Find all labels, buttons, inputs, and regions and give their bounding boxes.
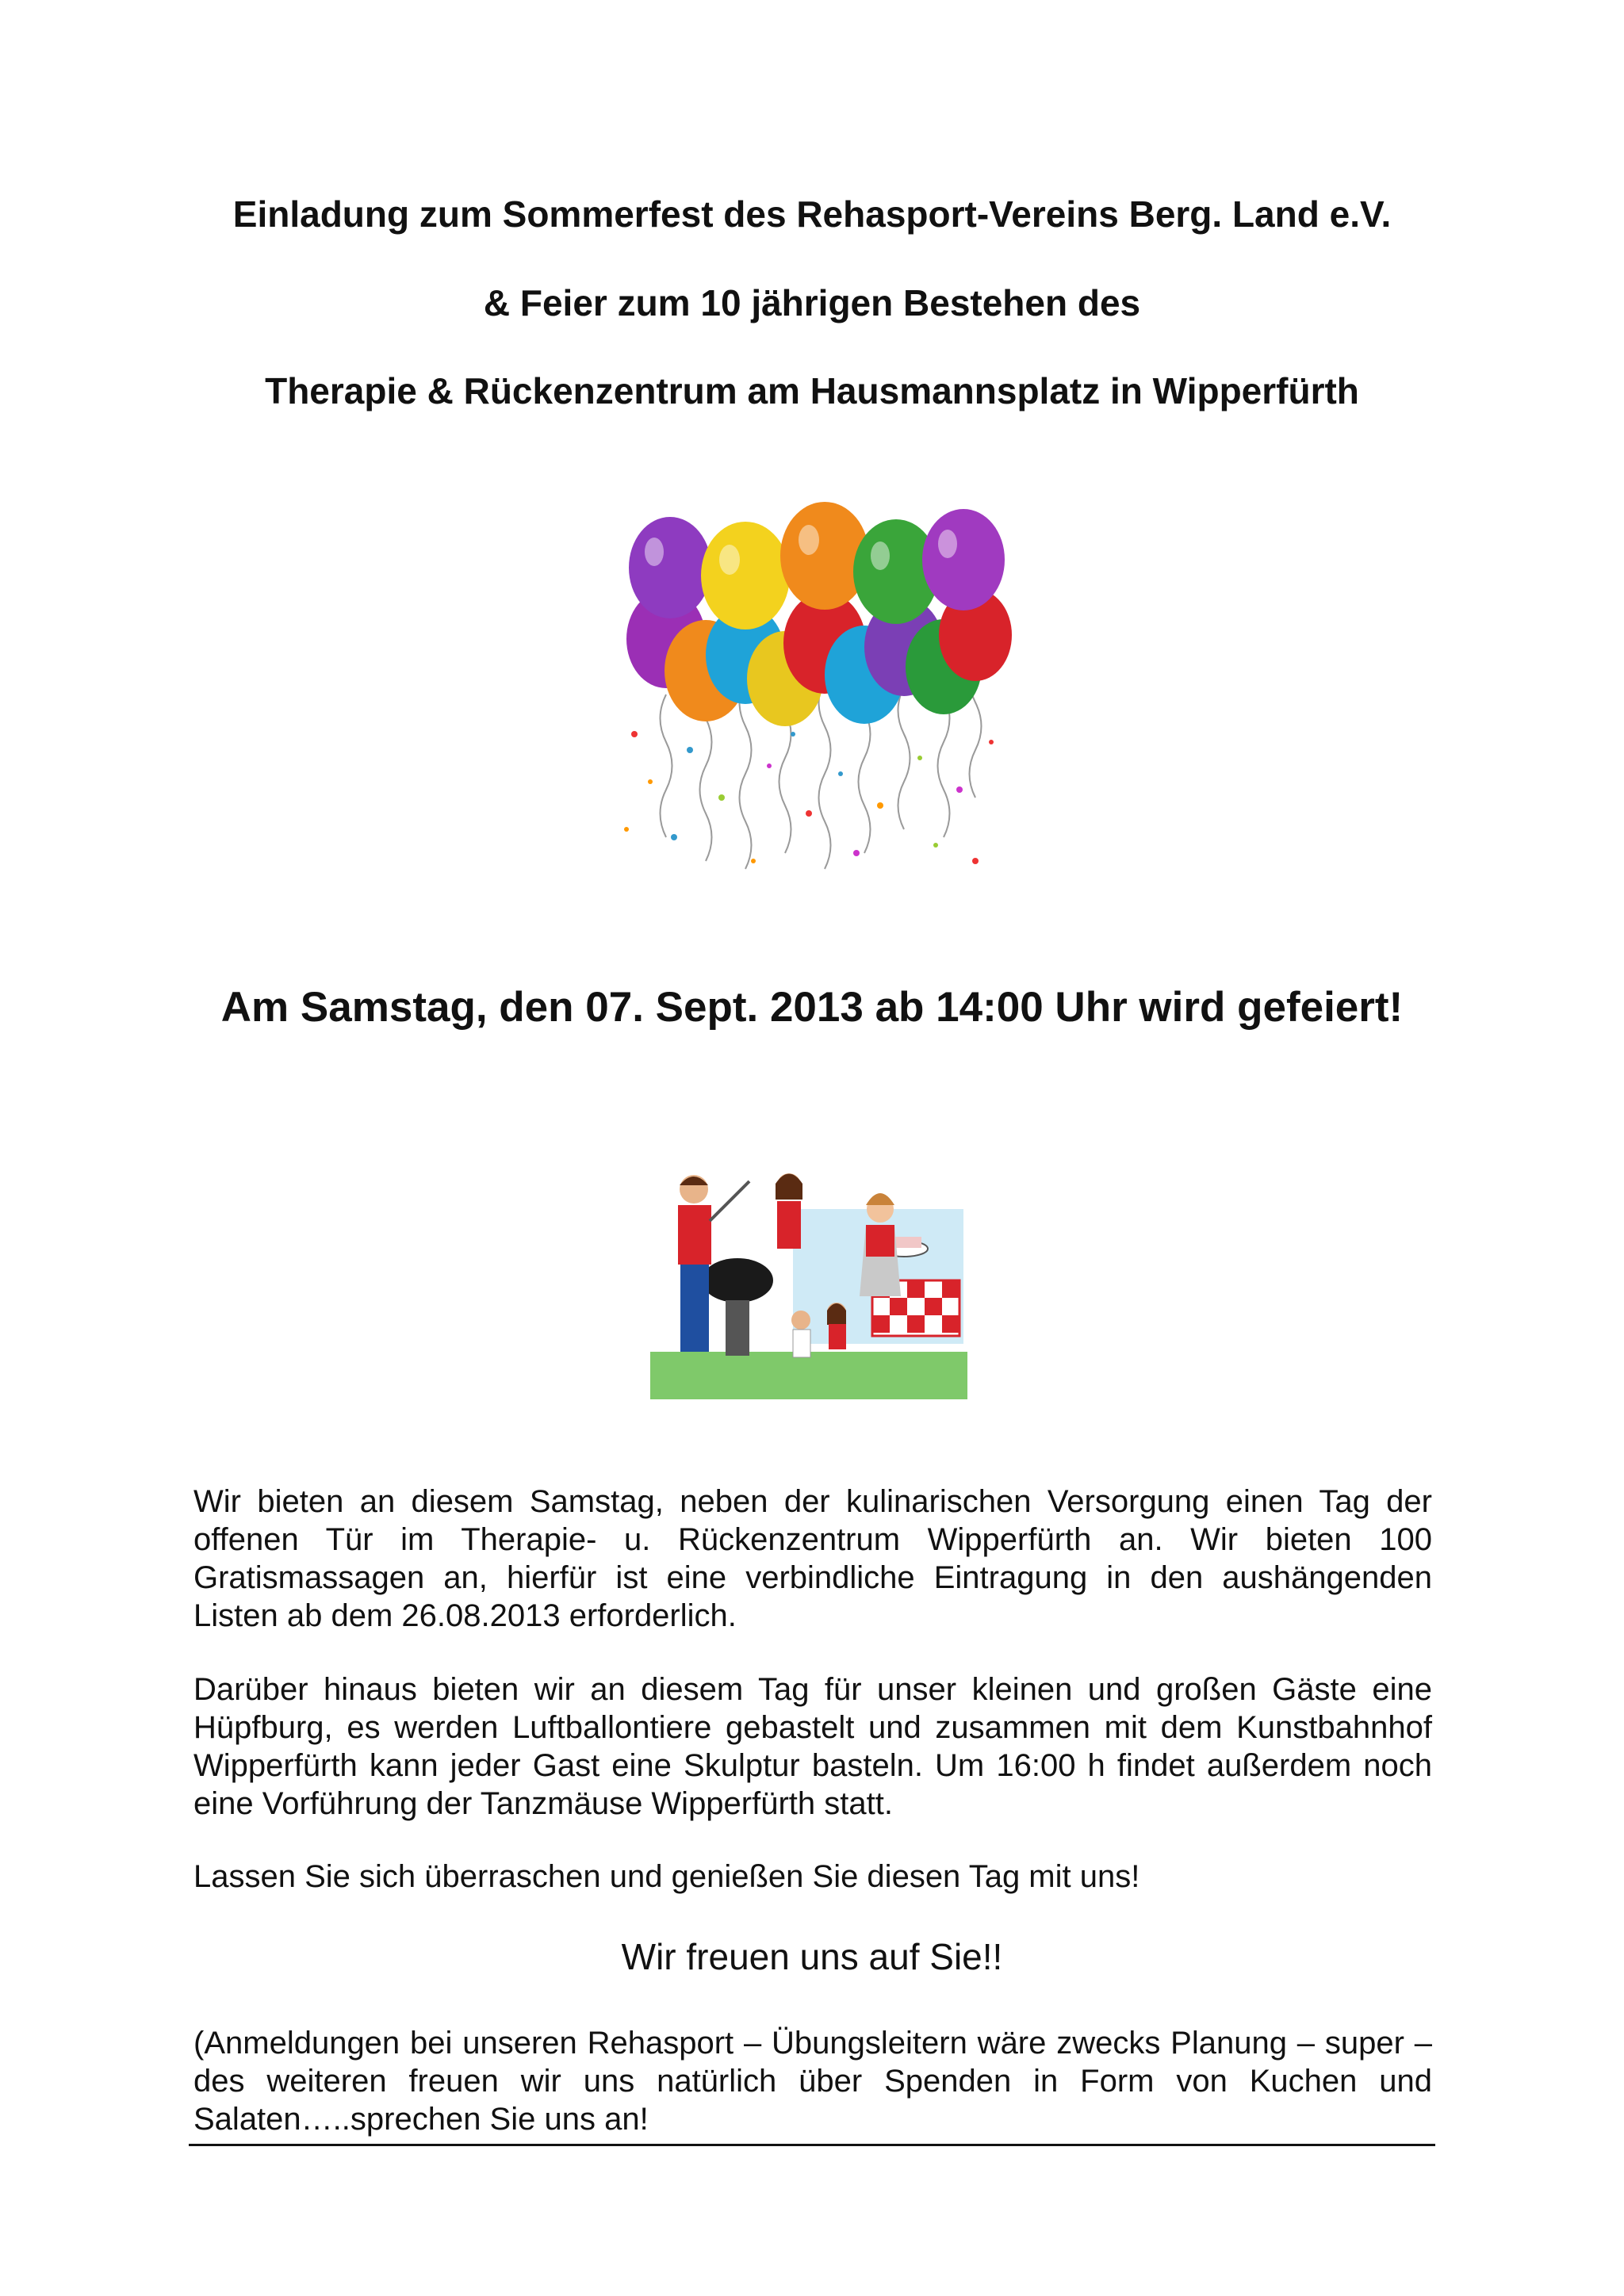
anniversary-line: & Feier zum 10 jährigen Bestehen des <box>483 282 1141 323</box>
venue-line: Therapie & Rückenzentrum am Hausmannsplatz in Wipperfürth <box>265 370 1359 411</box>
party-balloons-icon <box>603 496 1015 901</box>
registration-note: (Anmeldungen bei unseren Rehasport – Übungsleitern wäre zwecks Planung – super – des weiteren freuen wir uns natürlich über Spenden in Form von Kuchen und Salaten…..sprechen Sie uns an! <box>193 2026 1432 2137</box>
paragraph-enjoy: Lassen Sie sich überraschen und genießen Sie diesen Tag mit uns! <box>193 1859 1140 1894</box>
bottom-divider <box>189 2144 1435 2146</box>
event-date-heading: Am Samstag, den 07. Sept. 2013 ab 14:00 Uhr wird gefeiert! <box>220 984 1404 1031</box>
paragraph-open-house: Wir bieten an diesem Samstag, neben der kulinarischen Versorgung einen Tag der offenen Tür im Therapie- u. Rückenzentrum Wipperfürth an. Wir bieten 100 Gratismassagen an, hierfür ist eine verbindliche Eintragung in den aushängenden Listen ab dem 26.08.2013 erforderlich. <box>193 1484 1432 1633</box>
family-barbecue-icon <box>650 1161 967 1399</box>
paragraph-activities: Darüber hinaus bieten wir an diesem Tag für unser kleinen und großen Gäste eine Hüpfburg, es werden Luftballontiere gebastelt und zusammen mit dem Kunstbahnhof Wipperfürth kann jeder Gast eine Skulptur basteln. Um 16:00 h findet außerdem noch eine Vorführung der Tanzmäuse Wipperfürth statt. <box>193 1672 1432 1821</box>
closing-line: Wir freuen uns auf Sie!! <box>621 1936 1003 1977</box>
invitation-title: Einladung zum Sommerfest des Rehasport-Vereins Berg. Land e.V. <box>232 193 1392 235</box>
